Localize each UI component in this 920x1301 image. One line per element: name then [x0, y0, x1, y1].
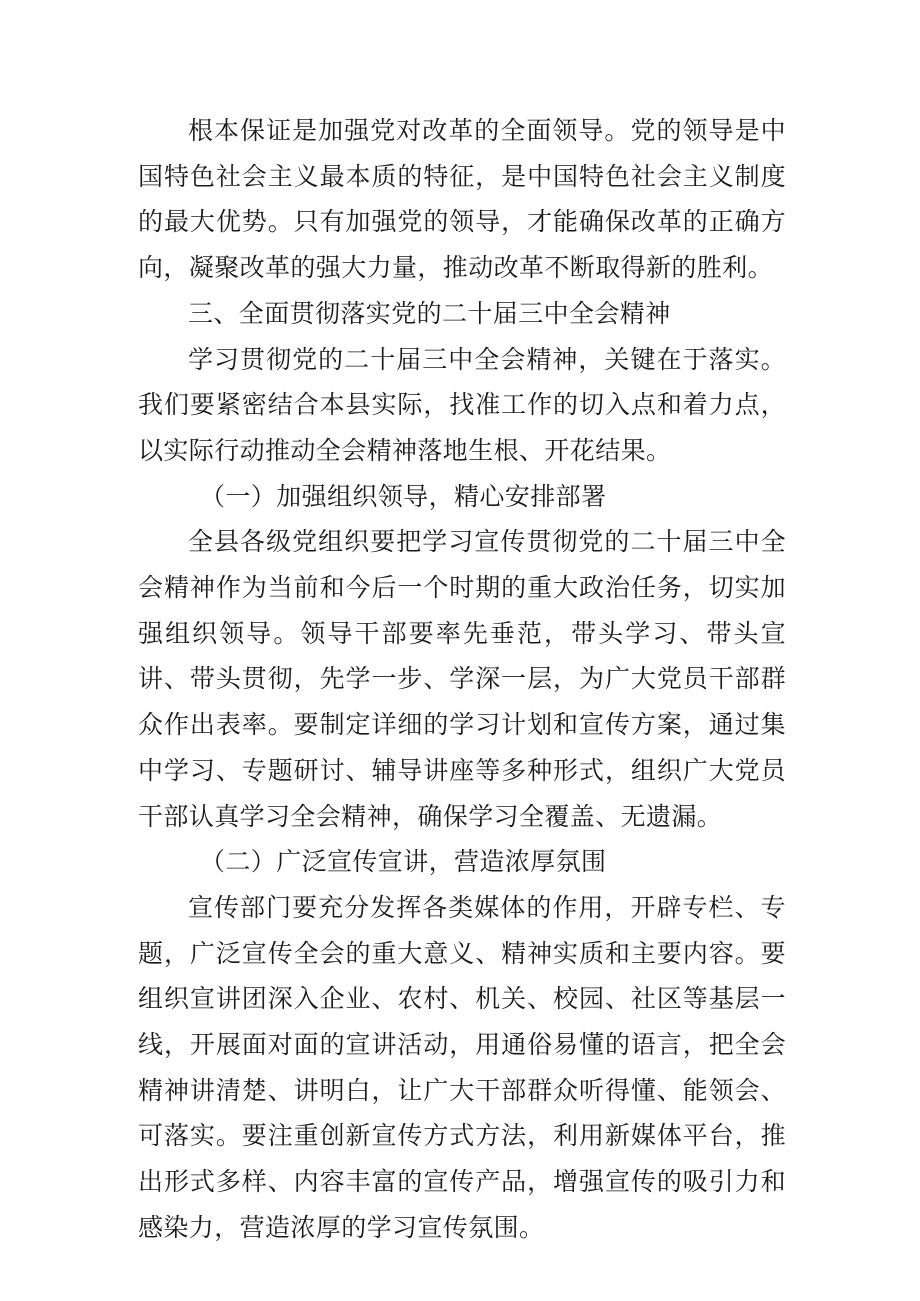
paragraph-organization: 全县各级党组织要把学习宣传贯彻党的二十届三中全会精神作为当前和今后一个时期的重大政治任务，切实加强组织领导。领导干部要率先垂范，带头学习、带头宣讲、带头贯彻，先学一步、学深一层，为广大党员干部群众作出表率。要制定详细的学习计划和宣传方案，通过集中学习、专题研讨、辅导讲座等多种形式，组织广大党员干部认真学习全会精神，确保学习全覆盖、无遗漏。	[138, 527, 786, 831]
section-heading-3: 三、全面贯彻落实党的二十届三中全会精神	[188, 298, 671, 328]
paragraph-implementation: 学习贯彻党的二十届三中全会精神，关键在于落实。我们要紧密结合本县实际，找准工作的切入点和着力点，以实际行动推动全会精神落地生根、开花结果。	[138, 344, 786, 465]
paragraph-leadership-guarantee: 根本保证是加强党对改革的全面领导。党的领导是中国特色社会主义最本质的特征，是中国特色社会主义制度的最大优势。只有加强党的领导，才能确保改革的正确方向，凝聚改革的强大力量，推动改革不断取得新的胜利。	[138, 116, 786, 283]
subheading-1: （一）加强组织领导，精心安排部署	[200, 481, 607, 511]
paragraph-publicity: 宣传部门要充分发挥各类媒体的作用，开辟专栏、专题，广泛宣传全会的重大意义、精神实质和主要内容。要组织宣讲团深入企业、农村、机关、校园、社区等基层一线，开展面对面的宣讲活动，用通俗易懂的语言，把全会精神讲清楚、讲明白，让广大干部群众听得懂、能领会、可落实。要注重创新宣传方式方法，利用新媒体平台，推出形式多样、内容丰富的宣传产品，增强宣传的吸引力和感染力，营造浓厚的学习宣传氛围。	[138, 892, 786, 1242]
document-body	[138, 108, 786, 1251]
subheading-2: （二）广泛宣传宣讲，营造浓厚氛围	[200, 847, 607, 877]
